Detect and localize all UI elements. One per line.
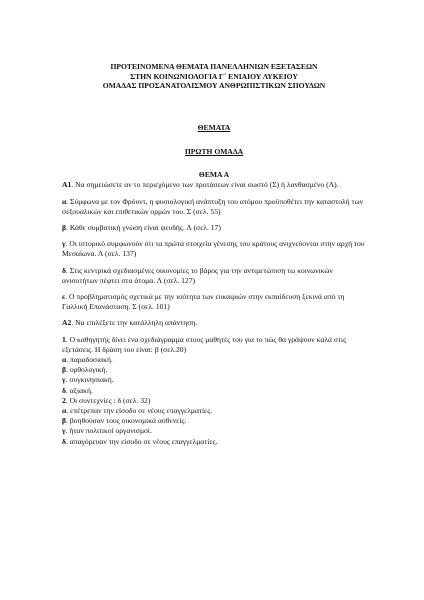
option-text: . παραδοσιακή.: [66, 355, 113, 365]
a1-label: Α1: [62, 180, 72, 190]
a2-q1-option-b: [62, 365, 366, 375]
item-letter: δ: [62, 265, 66, 275]
header-line-1: ΠΡΟΤΕΙΝΟΜΕΝΑ ΘΕΜΑΤΑ ΠΑΝΕΛΛΗΝΙΩΝ ΕΞΕΤΑΣΕΩΝ: [110, 62, 318, 71]
item-text: . Οι ιστορικό συμφωνούν ότι τα πρώτα στοιχεία γένεσης του κράτους ανιχνεύονται στην αρχή του Μεσαίωνα. Λ (σελ. 137): [62, 239, 365, 259]
question-number: 2: [62, 395, 66, 405]
option-letter: β: [62, 416, 67, 426]
section-title: ΘΕΜΑΤΑ: [197, 122, 231, 132]
option-letter: β: [62, 365, 67, 375]
item-text: . Ο προβληματισμός σχετικά με την ισότητα των ευκαιριών στην εκπαίδευση ξεκινά από τη Γαλλική Επανάσταση. Σ (σελ. 101): [62, 292, 345, 312]
option-text: . απαγόρευαν την είσοδο σε νέους επαγγελματίες.: [65, 436, 218, 446]
option-letter: δ: [62, 436, 66, 446]
option-text: . ορθολογική.: [66, 365, 108, 375]
option-text: . ήταν πολιτικοί οργανισμοί.: [65, 426, 152, 436]
a1-item-d: [62, 266, 366, 286]
header-line-2: ΣΤΗΝ ΚΟΙΝΩΝΙΟΛΟΓΙΑ Γ΄ ΕΝΙΑΙΟΥ ΛΥΚΕΙΟΥ: [130, 71, 298, 81]
a2-q1-option-d: [62, 386, 366, 396]
item-letter: α: [62, 196, 67, 206]
option-text: . συγκινησιακή.: [65, 375, 114, 385]
item-letter: γ: [62, 239, 66, 249]
a2-q1: [62, 335, 366, 355]
a1-item-a: [62, 197, 366, 217]
item-letter: ε: [62, 292, 66, 302]
item-letter: β: [62, 223, 67, 232]
header-line-3: ΟΜΑΔΑΣ ΠΡΟΣΑΝΑΤΟΛΙΣΜΟΥ ΑΝΘΡΩΠΙΣΤΙΚΩΝ ΣΠΟΥΔΩΝ: [102, 81, 326, 91]
group-title: ΠΡΩΤΗ ΟΜΑΔΑ: [184, 146, 244, 156]
item-text: . Κάθε συμβατική γνώση είναι ψευδής. Λ (σελ. 17): [66, 223, 221, 232]
option-letter: γ: [62, 426, 66, 436]
option-letter: α: [62, 355, 67, 365]
option-letter: α: [62, 406, 67, 416]
option-text: . βοηθούσαν τους οικονομικά ασθενείς.: [66, 416, 187, 426]
option-letter: γ: [62, 375, 66, 385]
a2-text: . Να επιλέξετε την κατάλληλη απάντηση.: [71, 318, 198, 328]
option-text: . αξιακή.: [65, 385, 93, 395]
option-text: . επέτρεπαν την είσοδο σε νέους επαγγελματίες.: [66, 406, 213, 416]
a2-q1-option-a: [62, 355, 366, 365]
item-text: . Σύμφωνα με τον Φρόυντ, η φυσιολογική ανάπτυξη του ατόμου προϋποθέτει την καταστολή των σεξουαλικών και επιθετικών ορμών του. Σ (σελ. 55): [62, 196, 364, 216]
a2-label: Α2: [62, 318, 72, 328]
a2-q1-option-c: [62, 375, 366, 385]
a1-item-b: [62, 223, 366, 233]
a1-item-c: [62, 239, 366, 259]
a2-q2-option-b: [62, 416, 366, 426]
question-text: . Ο καθηγητής δίνει ένα σχεδιάγραμμα στους μαθητές του για το πώς θα γράψουν καλά στις εξετάσεις. Η δράση του είναι: β (σελ.20): [62, 334, 347, 354]
a2-q2-option-a: [62, 406, 366, 416]
a1-text: . Να σημειώσετε αν το περιεχόμενο των προτάσεων είναι σωστό (Σ) ή λανθασμένο (Λ).: [71, 180, 339, 190]
question-text: . Οι συντεχνίες : δ (σελ. 32): [65, 395, 151, 405]
a2-q2-option-d: [62, 437, 366, 447]
a1-prompt: [62, 180, 366, 190]
question-number: 1: [62, 334, 66, 344]
item-text: . Στις κεντρικά σχεδιασμένες οικονομίες το βάρος για την αντιμετώπιση τω κοινωνικών ανισοτήτων πέφτει στα άτομα. Λ (σελ. 127): [62, 265, 333, 285]
option-letter: δ: [62, 385, 66, 395]
a1-item-e: [62, 292, 366, 312]
a2-q2-option-c: [62, 426, 366, 436]
a2-prompt: [62, 318, 366, 328]
a2-q2: [62, 396, 366, 406]
theme-title: ΘΕΜΑ Α: [198, 170, 230, 180]
